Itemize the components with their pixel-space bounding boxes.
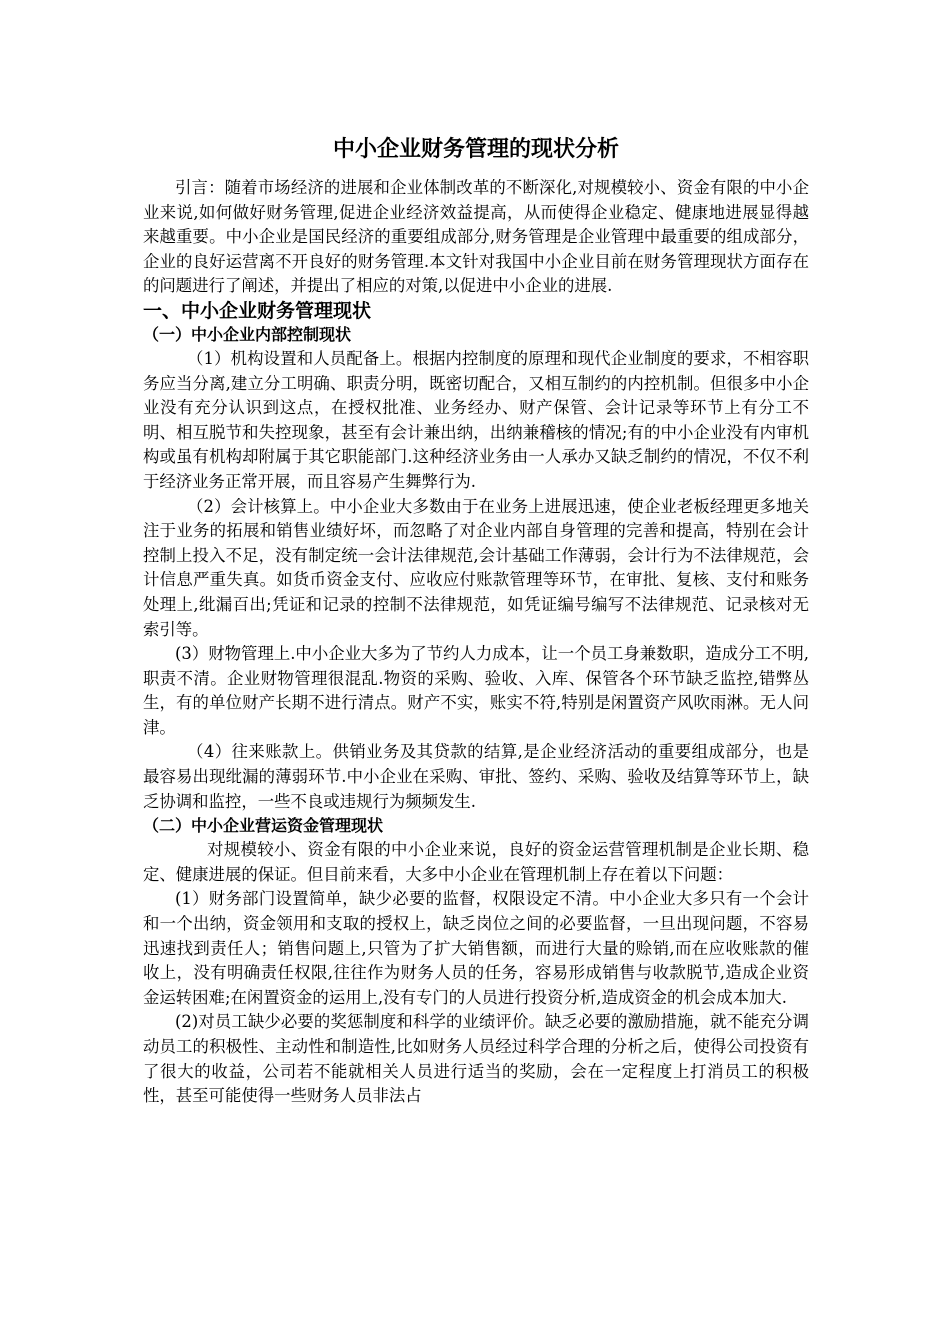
paragraph-property: (3）财物管理上.中小企业大多为了节约人力成本，让一个员工身兼数职，造成分工不明,职责不清。企业财物管理很混乱.物资的采购、验收、入库、保管各个环节缺乏监控,错弊丛生，有的单位财产长期不进行清点。财产不实，账实不符,特别是闲置资产风吹雨淋。无人问津。: [143, 644, 809, 737]
paragraph-accounts: （4）往来账款上。供销业务及其贷款的结算,是企业经济活动的重要组成部分，也是最容易出现纰漏的薄弱环节.中小企业在采购、审批、签约、采购、验收及结算等环节上，缺乏协调和监控，一些不良或违规行为频频发生.: [143, 742, 809, 811]
document-title: 中小企业财务管理的现状分析: [332, 137, 619, 162]
paragraph-finance-department: (1）财务部门设置简单，缺少必要的监督，权限设定不清。中小企业大多只有一个会计和一个出纳，资金领用和支取的授权上，缺乏岗位之间的必要监督，一旦出现问题，不容易迅速找到责任人；销售问题上,只管为了扩大销售额，而进行大量的赊销,而在应收账款的催收上，没有明确责任权限,往往作为财务人员的任务，容易形成销售与收款脱节,造成企业资金运转困难;在闲置资金的运用上,没有专门的人员进行投资分析,造成资金的机会成本加大.: [143, 889, 809, 1007]
section-heading-1: 一、中小企业财务管理现状: [143, 299, 372, 322]
paragraph-incentives: (2)对员工缺少必要的奖惩制度和科学的业绩评价。缺乏必要的激励措施，就不能充分调动员工的积极性、主动性和制造性,比如财务人员经过科学合理的分析之后，使得公司投资有了很大的收益，公司若不能就相关人员进行适当的奖励，会在一定程度上打消员工的积极性，甚至可能使得一些财务人员非法占: [143, 1012, 809, 1106]
subsection-heading-working-capital: （二）中小企业营运资金管理现状: [143, 816, 384, 836]
document-page: [143, 128, 809, 1109]
paragraph-accounting: （2）会计核算上。中小企业大多数由于在业务上进展迅速，使企业老板经理更多地关注于业务的拓展和销售业绩好坏，而忽略了对企业内部自身管理的完善和提高，特别在会计控制上投入不足，没有制定统一会计法律规范,会计基础工作薄弱，会计行为不法律规范，会计信息严重失真。如货币资金支付、应收应付账款管理等环节，在审批、复核、支付和账务处理上,纰漏百出;凭证和记录的控制不法律规范，如凭证编号编写不法律规范、记录核对无索引等。: [143, 496, 809, 639]
paragraph-organization: （1）机构设置和人员配备上。根据内控制度的原理和现代企业制度的要求，不相容职务应当分离,建立分工明确、职责分明，既密切配合，又相互制约的内控机制。但很多中小企业没有充分认识到这点，在授权批准、业务经办、财产保管、会计记录等环节上有分工不明、相互脱节和失控现象，甚至有会计兼出纳，出纳兼稽核的情况;有的中小企业没有内审机构或虽有机构却附属于其它职能部门.这种经济业务由一人承办又缺乏制约的情况，不仅不利于经济业务正常开展，而且容易产生舞弊行为.: [143, 348, 809, 491]
subsection-heading-internal-control: （一）中小企业内部控制现状: [143, 324, 352, 344]
paragraph-capital-intro: 对规模较小、资金有限的中小企业来说，良好的资金运营管理机制是企业长期、稳定、健康进展的保证。但目前来看，大多中小企业在管理机制上存在着以下问题：: [143, 840, 809, 884]
intro-paragraph: 引言：随着市场经济的进展和企业体制改革的不断深化,对规模较小、资金有限的中小企业来说,如何做好财务管理,促进企业经济效益提高，从而使得企业稳定、健康地进展显得越来越重要。中小企业是国民经济的重要组成部分,财务管理是企业管理中最重要的组成部分，企业的良好运营离不开良好的财务管理.本文针对我国中小企业目前在财务管理现状方面存在的问题进行了阐述，并提出了相应的对策,以促进中小企业的进展.: [143, 178, 809, 296]
